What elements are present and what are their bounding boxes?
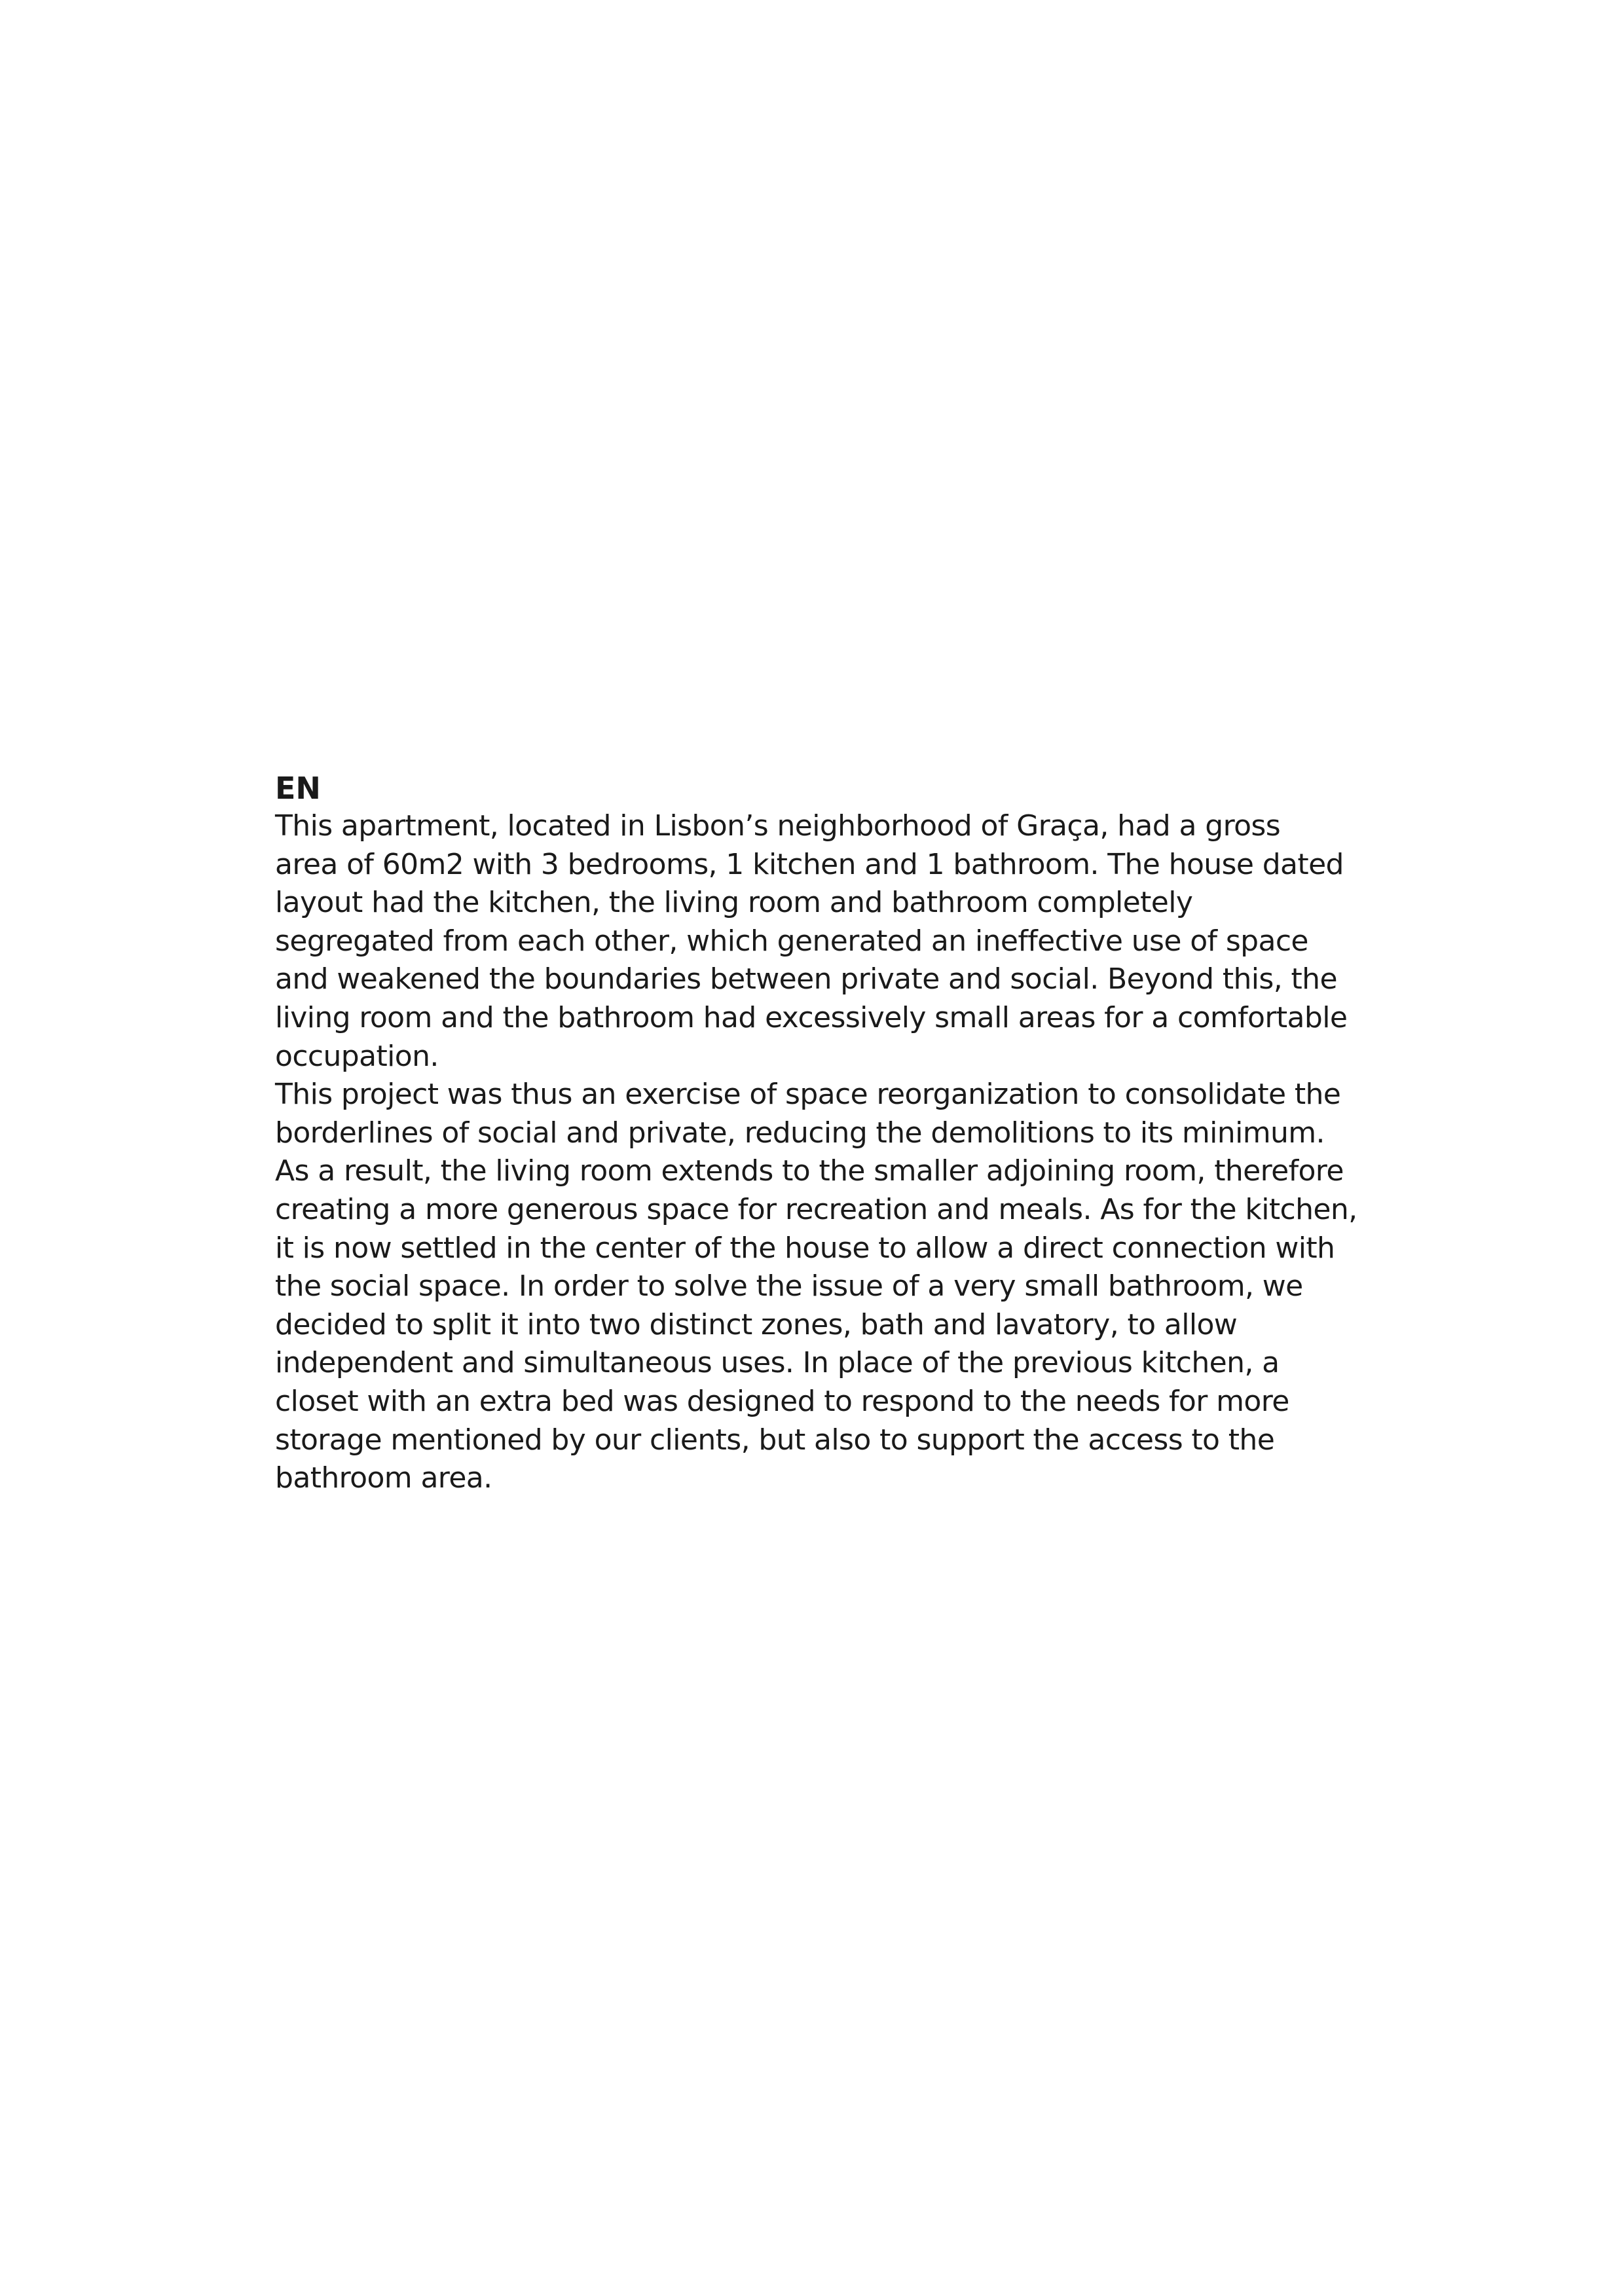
- paragraph-line: storage mentioned by our clients, but also to support the access to the: [275, 1423, 1275, 1457]
- paragraph-1: [275, 807, 1375, 1076]
- paragraph-line: bathroom area.: [275, 1461, 492, 1495]
- paragraph-line: and weakened the boundaries between private and social. Beyond this, the: [275, 962, 1337, 996]
- paragraph-line: area of 60m2 with 3 bedrooms, 1 kitchen and 1 bathroom. The house dated: [275, 847, 1344, 881]
- paragraph-line: creating a more generous space for recreation and meals. As for the kitchen,: [275, 1192, 1357, 1226]
- paragraph-line: living room and the bathroom had excessively small areas for a comfortable: [275, 1000, 1348, 1034]
- paragraph-line: it is now settled in the center of the house to allow a direct connection with: [275, 1231, 1335, 1265]
- paragraph-line: closet with an extra bed was designed to respond to the needs for more: [275, 1384, 1289, 1418]
- language-heading: EN: [275, 771, 321, 806]
- paragraph-line: As a result, the living room extends to the smaller adjoining room, therefore: [275, 1154, 1344, 1188]
- paragraph-line: layout had the kitchen, the living room and bathroom completely: [275, 886, 1193, 920]
- paragraph-line: This apartment, located in Lisbon’s neighborhood of Graça, had a gross: [275, 809, 1281, 843]
- paragraph-line: borderlines of social and private, reducing the demolitions to its minimum.: [275, 1116, 1325, 1150]
- paragraph-line: occupation.: [275, 1039, 439, 1073]
- text-block: [275, 769, 1375, 1498]
- paragraph-line: independent and simultaneous uses. In place of the previous kitchen, a: [275, 1346, 1280, 1380]
- paragraph-line: This project was thus an exercise of space reorganization to consolidate the: [275, 1078, 1341, 1112]
- paragraph-line: decided to split it into two distinct zones, bath and lavatory, to allow: [275, 1307, 1238, 1341]
- paragraph-line: segregated from each other, which generated an ineffective use of space: [275, 924, 1308, 958]
- paragraph-line: the social space. In order to solve the issue of a very small bathroom, we: [275, 1269, 1303, 1303]
- paragraph-2: [275, 1076, 1375, 1498]
